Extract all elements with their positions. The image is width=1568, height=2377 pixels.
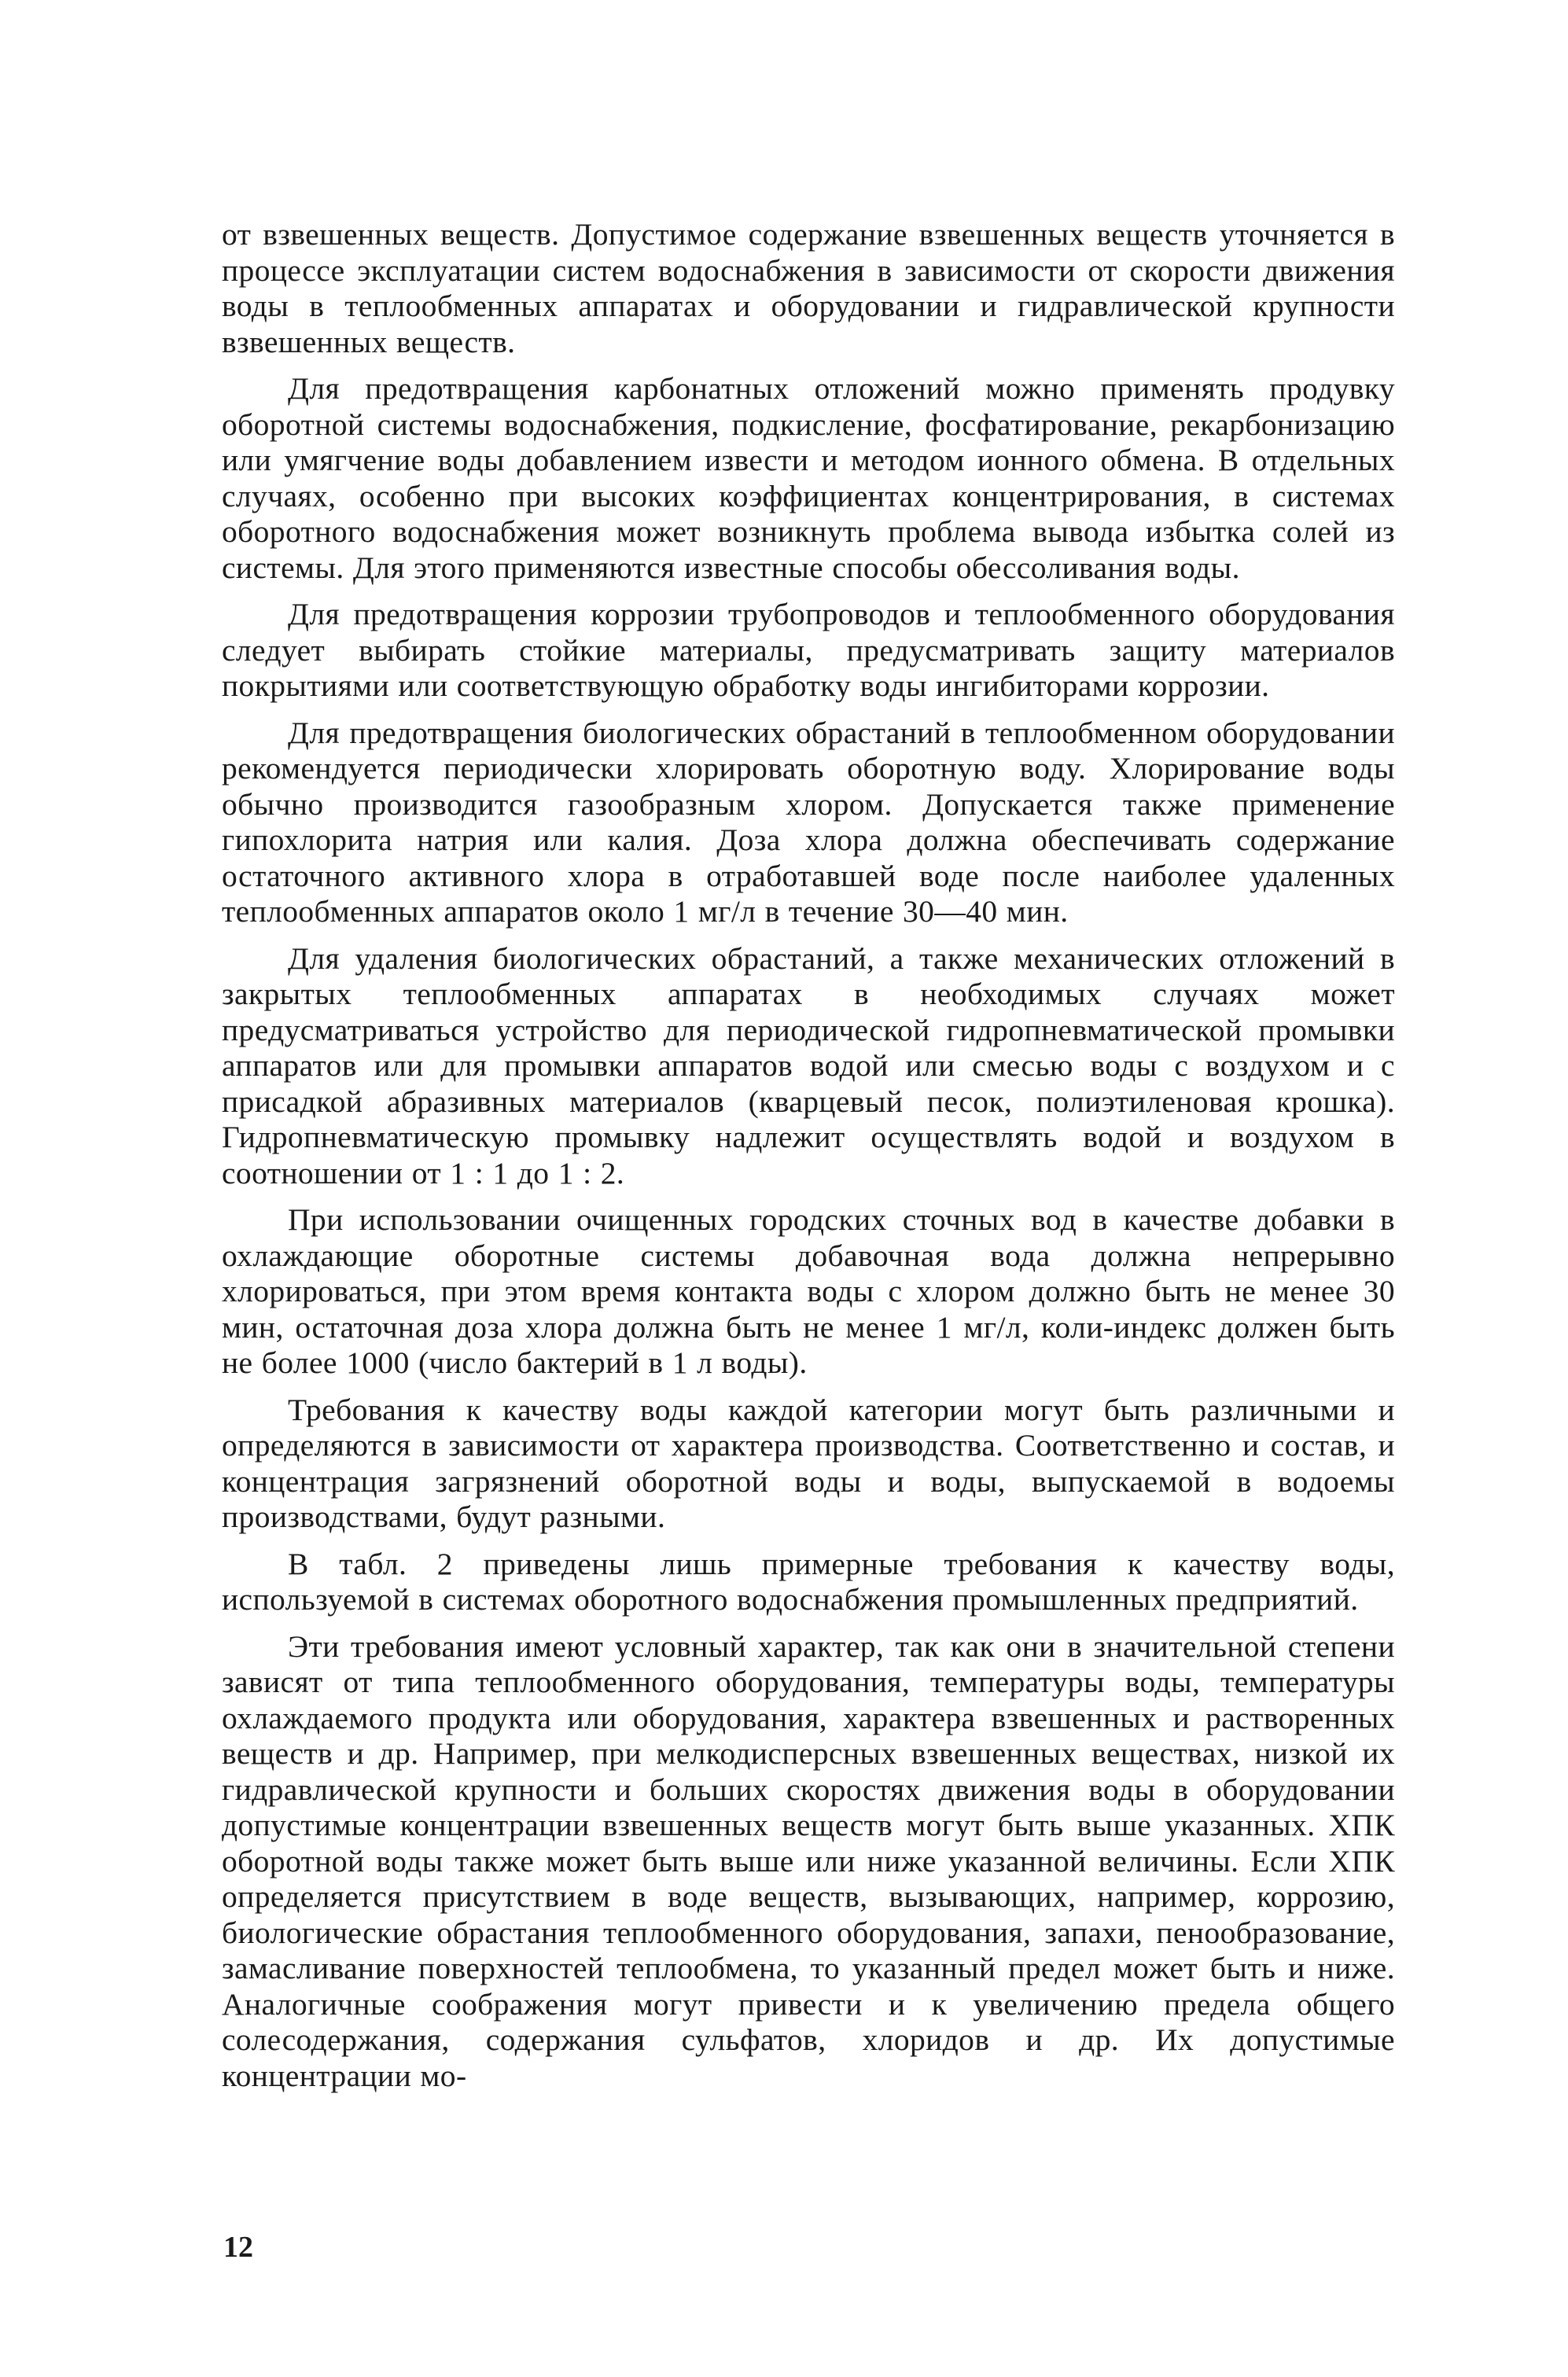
paragraph-water-quality-requirements: Требования к качеству воды каждой категории могут быть различными и определяются в зависимости от характера производства. Соответственно и состав, и концентрация загрязнений оборотной воды и воды, выпускаемой в водоемы производствами, будут разными. xyxy=(222,1392,1395,1534)
paragraph-municipal-wastewater: При использовании очищенных городских сточных вод в качестве добавки в охлаждающие оборотные системы добавочная вода должна непрерывно хлорироваться, при этом время контакта воды с хлором должно быть не менее 30 мин, остаточная доза хлора должна быть не менее 1 мг/л, коли-индекс должен быть не более 1000 (число бактерий в 1 л воды). xyxy=(222,1202,1395,1380)
page-body xyxy=(222,217,1395,2105)
paragraph-suspended-solids: от взвешенных веществ. Допустимое содержание взвешенных веществ уточняется в процессе эксплуатации систем водоснабжения в зависимости от скорости движения воды в теплообменных аппаратах и оборудовании и гидравлической крупности взвешенных веществ. xyxy=(222,217,1395,359)
paragraph-conditional-requirements: Эти требования имеют условный характер, так как они в значительной степени зависят от типа теплообменного оборудования, температуры воды, температуры охлаждаемого продукта или оборудования, характера взвешенных и растворенных веществ и др. Например, при мелкодисперсных взвешенных веществах, низкой их гидравлической крупности и больших скоростях движения воды в оборудовании допустимые концентрации взвешенных веществ могут быть выше указанных. ХПК оборотной воды также может быть выше или ниже указанной величины. Если ХПК определяется присутствием в воде веществ, вызывающих, например, коррозию, биологические обрастания теплообменного оборудования, запахи, пенообразование, замасливание поверхностей теплообмена, то указанный предел может быть и ниже. Аналогичные соображения могут привести и к увеличению предела общего солесодержания, содержания сульфатов, хлоридов и др. Их допустимые концентрации мо- xyxy=(222,1628,1395,2093)
paragraph-biofouling-chlorination: Для предотвращения биологических обрастаний в теплообменном оборудовании рекомендуется периодически хлорировать оборотную воду. Хлорирование воды обычно производится газообразным хлором. Допускается также применение гипохлорита натрия или калия. Доза хлора должна обеспечивать содержание остаточного активного хлора в отработавшей воде после наиболее удаленных теплообменных аппаратов около 1 мг/л в течение 30—40 мин. xyxy=(222,715,1395,929)
paragraph-corrosion: Для предотвращения коррозии трубопроводов и теплообменного оборудования следует выбирать стойкие материалы, предусматривать защиту материалов покрытиями или соответствующую обработку воды ингибиторами коррозии. xyxy=(222,597,1395,703)
paragraph-carbonate-deposits: Для предотвращения карбонатных отложений можно применять продувку оборотной системы водоснабжения, подкисление, фосфатирование, рекарбонизацию или умягчение воды добавлением извести и методом ионного обмена. В отдельных случаях, особенно при высоких коэффициентах концентрирования, в системах оборотного водоснабжения может возникнуть проблема вывода избытка солей из системы. Для этого применяются известные способы обессоливания воды. xyxy=(222,371,1395,585)
page-number: 12 xyxy=(223,2231,253,2264)
paragraph-hydropneumatic-flushing: Для удаления биологических обрастаний, а также механических отложений в закрытых теплообменных аппаратах в необходимых случаях может предусматриваться устройство для периодической гидропневматической промывки аппаратов или для промывки аппаратов водой или смесью воды с воздухом и с присадкой абразивных материалов (кварцевый песок, полиэтиленовая крошка). Гидропневматическую промывку надлежит осуществлять водой и воздухом в соотношении от 1 : 1 до 1 : 2. xyxy=(222,940,1395,1190)
paragraph-table-reference: В табл. 2 приведены лишь примерные требования к качеству воды, используемой в системах оборотного водоснабжения промышленных предприятий. xyxy=(222,1546,1395,1617)
